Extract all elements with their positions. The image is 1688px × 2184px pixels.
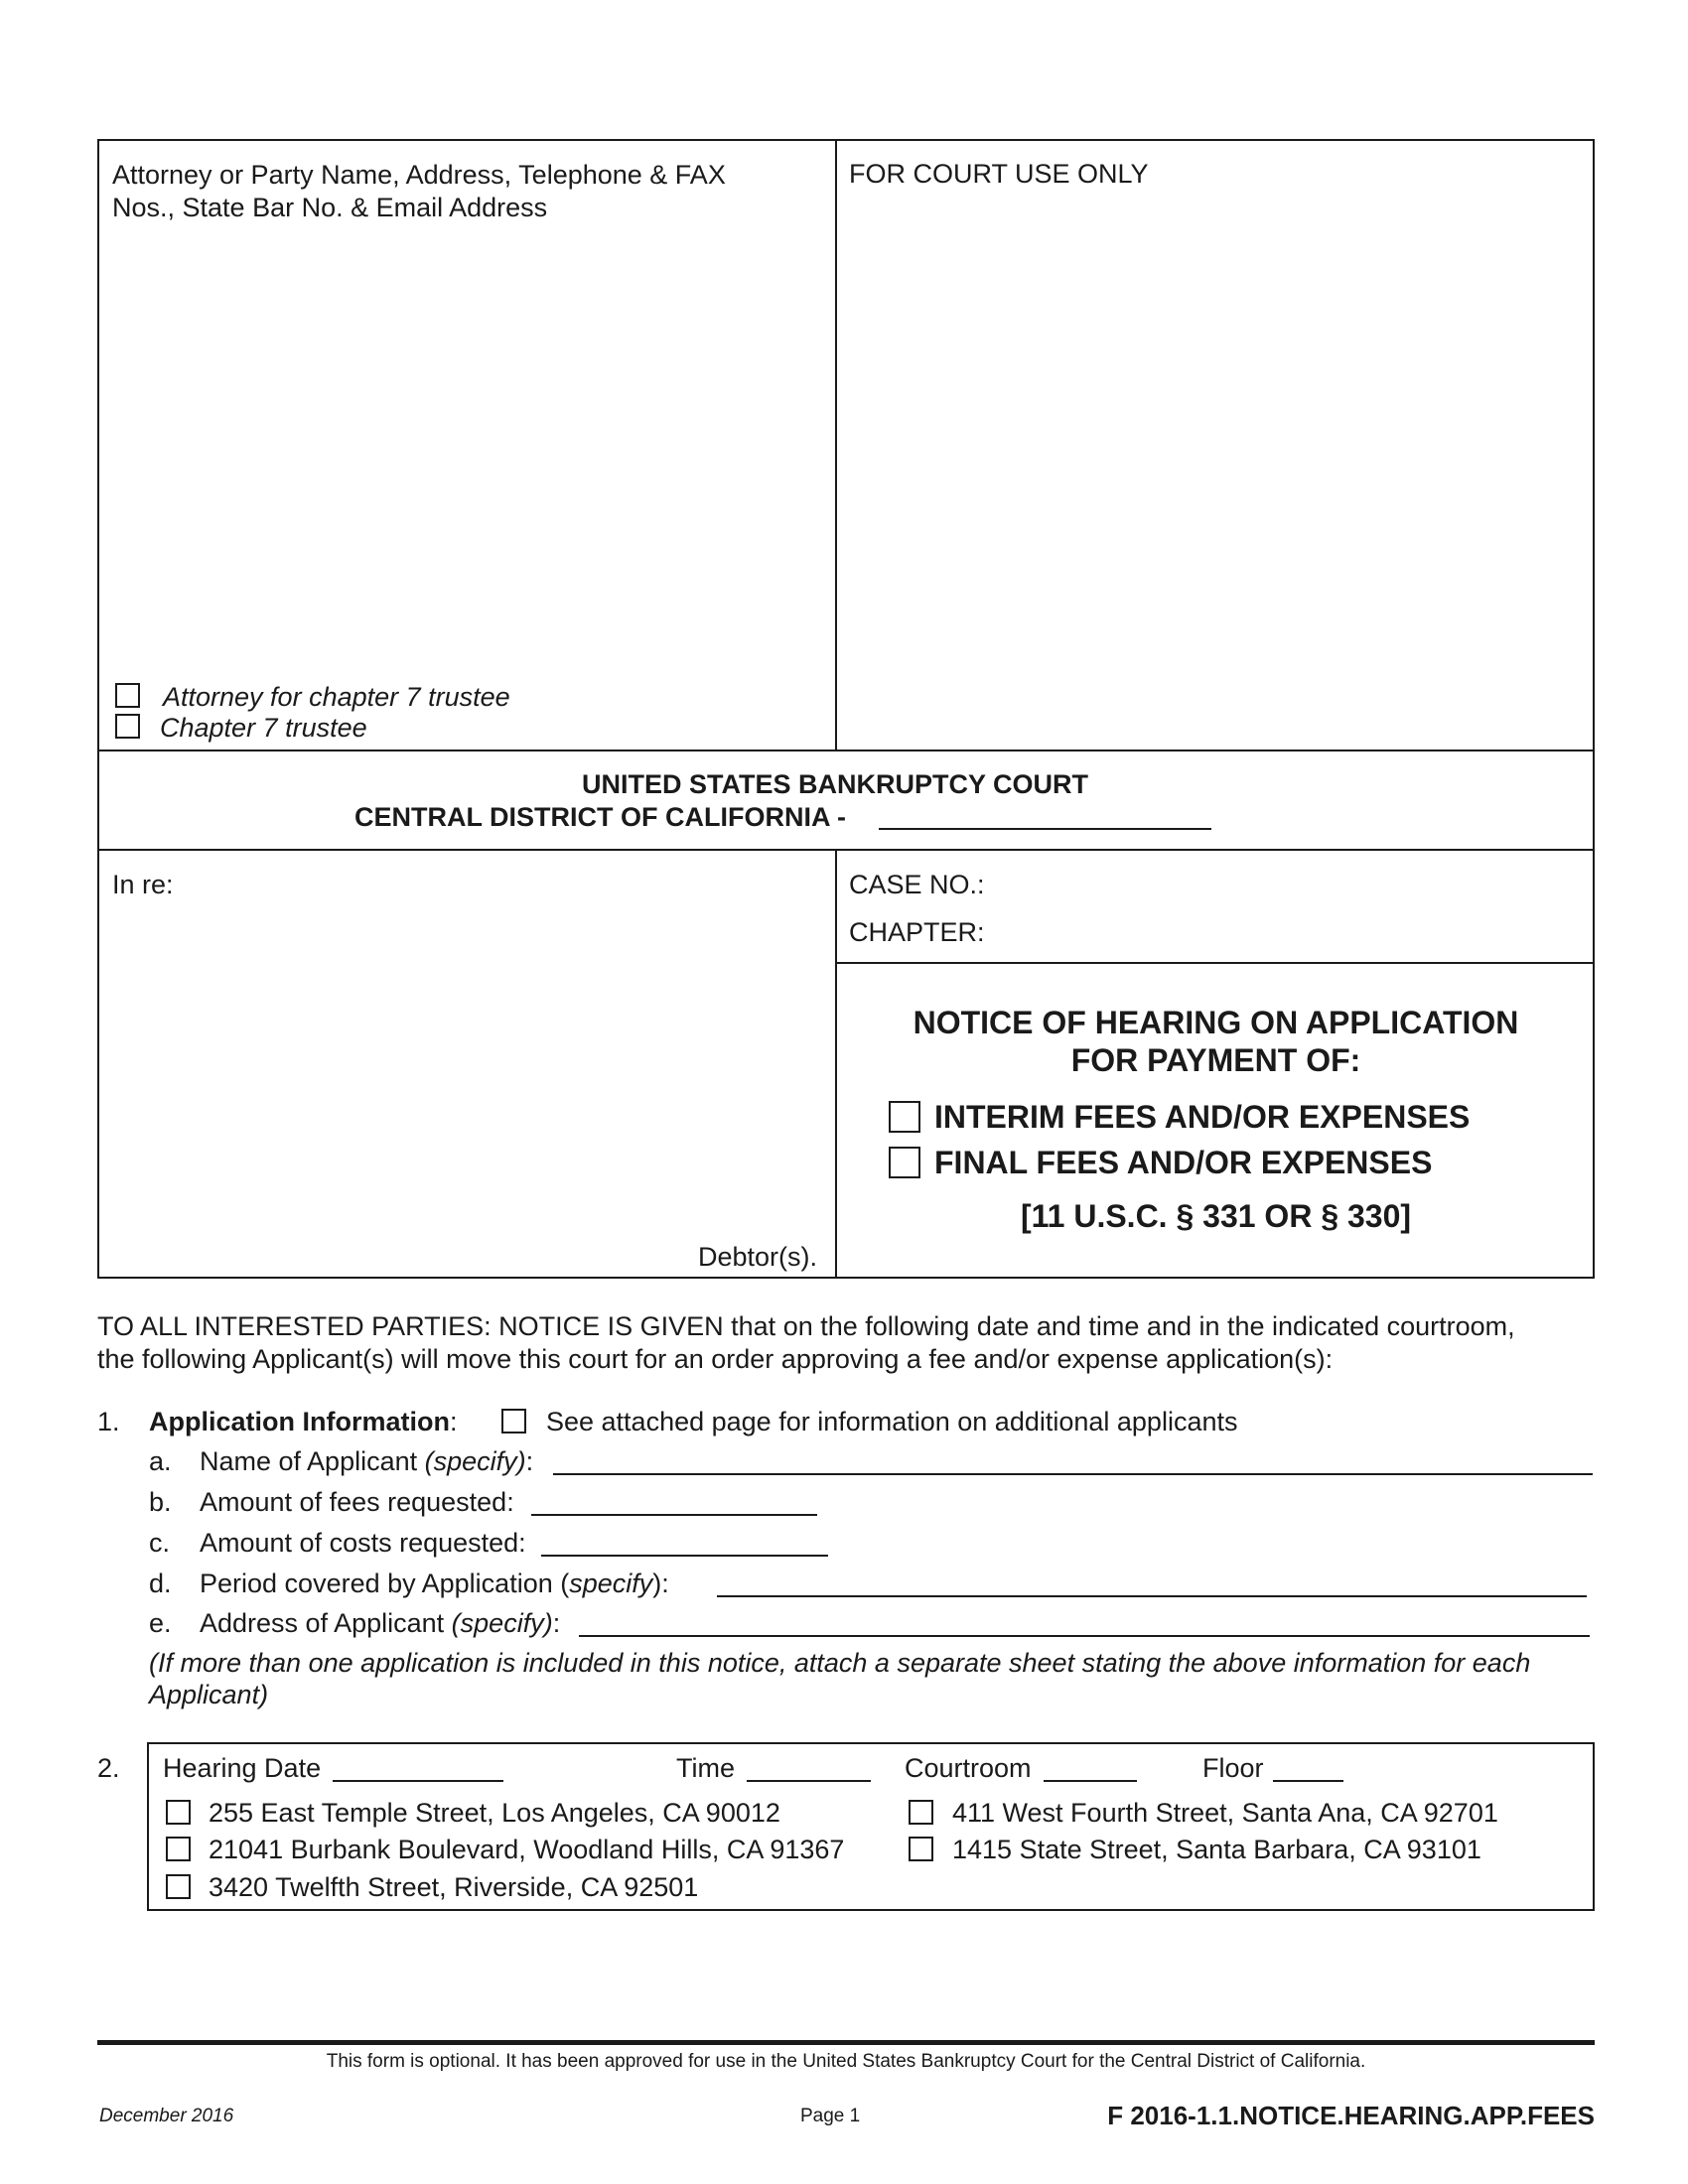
applicant-address-field[interactable] xyxy=(579,1635,1590,1637)
item-b-letter: b. xyxy=(149,1487,172,1517)
item-a-label xyxy=(200,1446,533,1477)
item-b-label: Amount of fees requested: xyxy=(200,1487,514,1517)
attached-page-label: See attached page for information on additional applicants xyxy=(546,1407,1238,1436)
courtroom-label: Courtroom xyxy=(905,1753,1032,1783)
item-a-text: Name of Applicant xyxy=(200,1446,418,1476)
courtroom-field[interactable] xyxy=(1044,1780,1137,1782)
statute-citation: [11 U.S.C. § 331 OR § 330] xyxy=(1020,1198,1412,1234)
footer-page: Page 1 xyxy=(800,2106,861,2126)
footer-date: December 2016 xyxy=(99,2106,234,2126)
trustee-label: Chapter 7 trustee xyxy=(160,713,367,743)
location-checkbox-los-angeles[interactable] xyxy=(166,1800,191,1825)
item-c-label: Amount of costs requested: xyxy=(200,1528,526,1558)
interim-fees-checkbox[interactable] xyxy=(889,1101,920,1133)
intro-line2: the following Applicant(s) will move this court for an order approving a fee and/or expense application(s): xyxy=(97,1344,1334,1374)
attorney-trustee-checkbox[interactable] xyxy=(115,683,140,708)
item-d-spec: specify xyxy=(569,1569,653,1598)
attorney-trustee-label: Attorney for chapter 7 trustee xyxy=(163,682,510,712)
item-e-tail: : xyxy=(552,1608,561,1638)
footer-approval-text: This form is optional. It has been approved for use in the United States Bankruptcy Court for the Central District of California. xyxy=(326,2051,1366,2072)
section1-note-line1: (If more than one application is included in this notice, attach a separate sheet stating the above information for each xyxy=(149,1648,1531,1678)
division-field[interactable] xyxy=(879,828,1211,830)
floor-field[interactable] xyxy=(1273,1780,1343,1782)
interim-fees-label: INTERIM FEES AND/OR EXPENSES xyxy=(934,1099,1471,1135)
costs-requested-field[interactable] xyxy=(541,1555,828,1557)
item-a-tail: : xyxy=(525,1446,534,1476)
caption-divider-top xyxy=(835,139,837,751)
location-woodland-hills: 21041 Burbank Boulevard, Woodland Hills, CA 91367 xyxy=(209,1835,845,1864)
fees-requested-field[interactable] xyxy=(531,1514,817,1516)
location-santa-ana: 411 West Fourth Street, Santa Ana, CA 92701 xyxy=(952,1798,1498,1828)
debtor-label: Debtor(s). xyxy=(698,1242,818,1272)
item-c-letter: c. xyxy=(149,1528,171,1558)
attorney-label xyxy=(112,159,726,224)
final-fees-checkbox[interactable] xyxy=(889,1147,920,1178)
caption-rule-3 xyxy=(835,962,1595,964)
item-e-spec: (specify) xyxy=(451,1608,553,1638)
court-use-label: FOR COURT USE ONLY xyxy=(849,159,1149,189)
court-name-line1: UNITED STATES BANKRUPTCY COURT xyxy=(582,769,1089,799)
location-checkbox-santa-ana[interactable] xyxy=(909,1800,933,1825)
hearing-date-label: Hearing Date xyxy=(163,1753,322,1783)
attached-page-checkbox[interactable] xyxy=(501,1409,526,1433)
section1-note-line2: Applicant) xyxy=(149,1680,269,1709)
applicant-name-field[interactable] xyxy=(553,1473,1593,1475)
location-checkbox-riverside[interactable] xyxy=(166,1874,191,1899)
final-fees-label: FINAL FEES AND/OR EXPENSES xyxy=(934,1145,1433,1180)
location-santa-barbara: 1415 State Street, Santa Barbara, CA 93101 xyxy=(952,1835,1481,1864)
period-covered-field[interactable] xyxy=(717,1595,1587,1597)
floor-label: Floor xyxy=(1202,1753,1264,1783)
hearing-date-field[interactable] xyxy=(333,1780,503,1782)
section2-number: 2. xyxy=(97,1753,120,1783)
chapter-label: CHAPTER: xyxy=(849,917,985,947)
section1-title: Application Information xyxy=(149,1407,450,1436)
in-re-label: In re: xyxy=(112,870,174,899)
section1-number: 1. xyxy=(97,1407,120,1436)
item-e-letter: e. xyxy=(149,1608,172,1638)
footer-rule xyxy=(97,2040,1595,2045)
item-d-tail: ): xyxy=(652,1569,669,1598)
case-no-label: CASE NO.: xyxy=(849,870,985,899)
attorney-label-line1: Attorney or Party Name, Address, Telephone & FAX xyxy=(112,160,726,190)
item-a-spec: (specify) xyxy=(424,1446,526,1476)
footer-form-id: F 2016-1.1.NOTICE.HEARING.APP.FEES xyxy=(1107,2101,1595,2130)
caption-rule-2 xyxy=(97,849,1595,851)
caption-rule-1 xyxy=(97,750,1595,751)
intro-line1: TO ALL INTERESTED PARTIES: NOTICE IS GIVEN that on the following date and time and in the indicated courtroom, xyxy=(97,1311,1515,1341)
attorney-label-line2: Nos., State Bar No. & Email Address xyxy=(112,193,548,222)
section1-colon: : xyxy=(450,1407,458,1436)
section1-heading xyxy=(149,1407,458,1437)
time-label: Time xyxy=(676,1753,735,1783)
location-checkbox-santa-barbara[interactable] xyxy=(909,1837,933,1861)
court-name-line2: CENTRAL DISTRICT OF CALIFORNIA - xyxy=(354,802,846,832)
trustee-checkbox[interactable] xyxy=(115,714,140,739)
time-field[interactable] xyxy=(747,1780,871,1782)
location-riverside: 3420 Twelfth Street, Riverside, CA 92501 xyxy=(209,1872,699,1902)
item-e-label xyxy=(200,1608,560,1639)
item-d-text: Period covered by Application ( xyxy=(200,1569,570,1598)
notice-title-line2: FOR PAYMENT OF: xyxy=(1070,1042,1361,1078)
notice-title-line1: NOTICE OF HEARING ON APPLICATION xyxy=(913,1005,1519,1040)
item-d-letter: d. xyxy=(149,1569,172,1598)
item-d-label xyxy=(200,1569,669,1599)
item-e-text: Address of Applicant xyxy=(200,1608,445,1638)
item-a-letter: a. xyxy=(149,1446,172,1476)
location-checkbox-woodland-hills[interactable] xyxy=(166,1837,191,1861)
location-los-angeles: 255 East Temple Street, Los Angeles, CA 90012 xyxy=(209,1798,780,1828)
